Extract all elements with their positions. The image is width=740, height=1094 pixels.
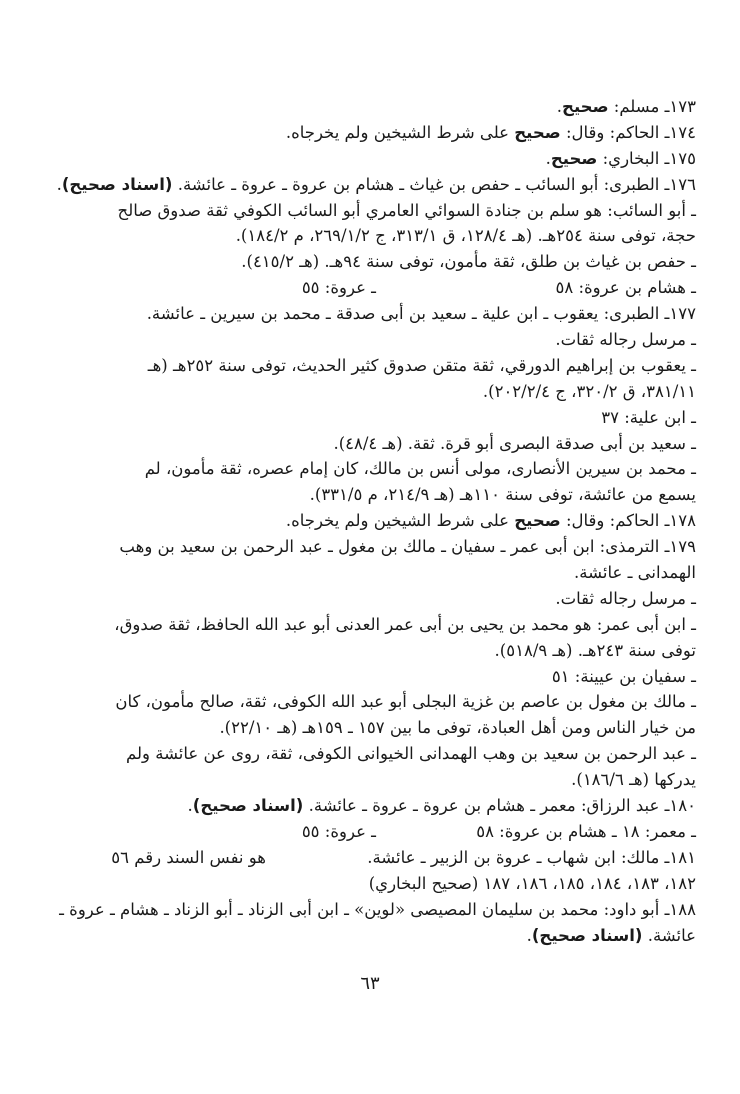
text-line: ـ محمد بن سيرين الأنصارى، مولى أنس بن مالك، كان إمام عصره، ثقة مأمون، لم	[144, 459, 696, 479]
text-line: يدركها (هـ ١٨٦/٦).	[571, 770, 696, 790]
text-line: ١٨١ـ مالك: ابن شهاب ـ عروة بن الزبير ـ عائشة. هو نفس السند رقم ٥٦	[111, 847, 696, 867]
text-line: حجة، توفى سنة ٢٥٤هـ. (هـ ١٢٨/٤، ق ٣١٣/١، ج ٢٦٩/١/٢، م ١٨٤/٢).	[235, 226, 696, 246]
text-line: ـ أبو السائب: هو سلم بن جنادة السوائي العامري أبو السائب الكوفي ثقة صدوق صالح	[117, 200, 696, 220]
text-line: ٣٨١/١١، ق ٣٢٠/٢، ج ٢٠٢/٢/٤).	[482, 381, 696, 401]
text-line: عائشة. (اسناد صحيح).	[526, 925, 696, 945]
text-line: ـ هشام بن عروة: ٥٨ ـ عروة: ٥٥	[301, 278, 696, 298]
text-line: ـ مرسل رجاله ثقات.	[555, 330, 696, 350]
page-number: ٦٣	[360, 973, 380, 994]
text-line: الهمدانى ـ عائشة.	[574, 563, 696, 583]
text-line: ١٧٨ـ الحاكم: وقال: صحيح على شرط الشيخين ولم يخرجاه.	[285, 511, 696, 531]
text-line: ـ سفيان بن عيينة: ٥١	[551, 666, 696, 686]
grade-label: صحيح	[562, 97, 609, 116]
grade-label: صحيح	[514, 511, 561, 531]
text-line: ١٧٥ـ البخاري: صحيح.	[545, 148, 696, 168]
grade-label: صحيح	[550, 148, 598, 168]
text-line: ـ عبد الرحمن بن سعيد بن وهب الهمدانى الخيوانى الكوفى، ثقة، روى عن عائشة ولم	[126, 744, 696, 764]
grade-label: صحيح	[514, 122, 561, 142]
text-line: ١٧٧ـ الطبرى: يعقوب ـ ابن علية ـ سعيد بن أبى صدقة ـ محمد بن سيرين ـ عائشة.	[146, 304, 696, 324]
text-line: ١٨٠ـ عبد الرزاق: معمر ـ هشام بن عروة ـ عروة ـ عائشة. (اسناد صحيح).	[187, 796, 696, 816]
text-line: ١٨٢، ١٨٣، ١٨٤، ١٨٥، ١٨٦، ١٨٧ (صحيح البخاري)	[368, 873, 696, 893]
text-line: ـ حفص بن غياث بن طلق، ثقة مأمون، توفى سنة ٩٤هـ. (هـ ٤١٥/٢).	[241, 252, 696, 272]
text-line: ١٧٩ـ الترمذى: ابن أبى عمر ـ سفيان ـ مالك بن مغول ـ عبد الرحمن بن سعيد بن وهب	[119, 537, 696, 557]
text-line: ـ مالك بن مغول بن عاصم بن غزية البجلى أبو عبد الله الكوفى، ثقة، صالح مأمون، كان	[115, 692, 696, 712]
text-line: ـ ابن أبى عمر: هو محمد بن يحيى بن أبى عمر العدنى أبو عبد الله الحافظ، ثقة صدوق،	[114, 614, 696, 634]
text-line: ـ ابن علية: ٣٧	[601, 407, 696, 427]
text-line: ـ مرسل رجاله ثقات.	[555, 588, 696, 608]
grade-label: (اسناد صحيح)	[61, 174, 173, 194]
text-line: ـ سعيد بن أبى صدقة البصرى أبو قرة. ثقة. (هـ ٤٨/٤).	[333, 433, 696, 453]
text-line: ـ معمر: ١٨ ـ هشام بن عروة: ٥٨ ـ عروة: ٥٥	[301, 821, 696, 841]
text-line: توفى سنة ٢٤٣هـ. (هـ ٥١٨/٩).	[494, 640, 696, 660]
grade-label: (اسناد صحيح)	[531, 925, 643, 945]
text-line: ١٧٤ـ الحاكم: وقال: صحيح على شرط الشيخين ولم يخرجاه.	[285, 122, 696, 142]
text-line: يسمع من عائشة، توفى سنة ١١٠هـ (هـ ٢١٤/٩، م ٣٣١/٥).	[309, 485, 696, 505]
text-line: ـ يعقوب بن إبراهيم الدورقي، ثقة متقن صدوق كثير الحديث، توفى سنة ٢٥٢هـ (هـ	[147, 355, 696, 375]
page-body	[56, 94, 696, 948]
text-line: ١٧٣ـ مسلم: صحيح.	[556, 97, 696, 116]
text-line: ١٨٨ـ أبو داود: محمد بن سليمان المصيصى «لوين» ـ ابن أبى الزناد ـ أبو الزناد ـ هشام ـ عروة ـ	[59, 899, 696, 919]
text-line: من خيار الناس ومن أهل العبادة، توفى ما بين ١٥٧ ـ ١٥٩هـ (هـ ٢٢/١٠).	[219, 718, 696, 738]
text-line: ١٧٦ـ الطبرى: أبو السائب ـ حفص بن غياث ـ هشام بن عروة ـ عروة ـ عائشة. (اسناد صحيح).	[56, 174, 696, 194]
grade-label: (اسناد صحيح)	[192, 796, 304, 816]
